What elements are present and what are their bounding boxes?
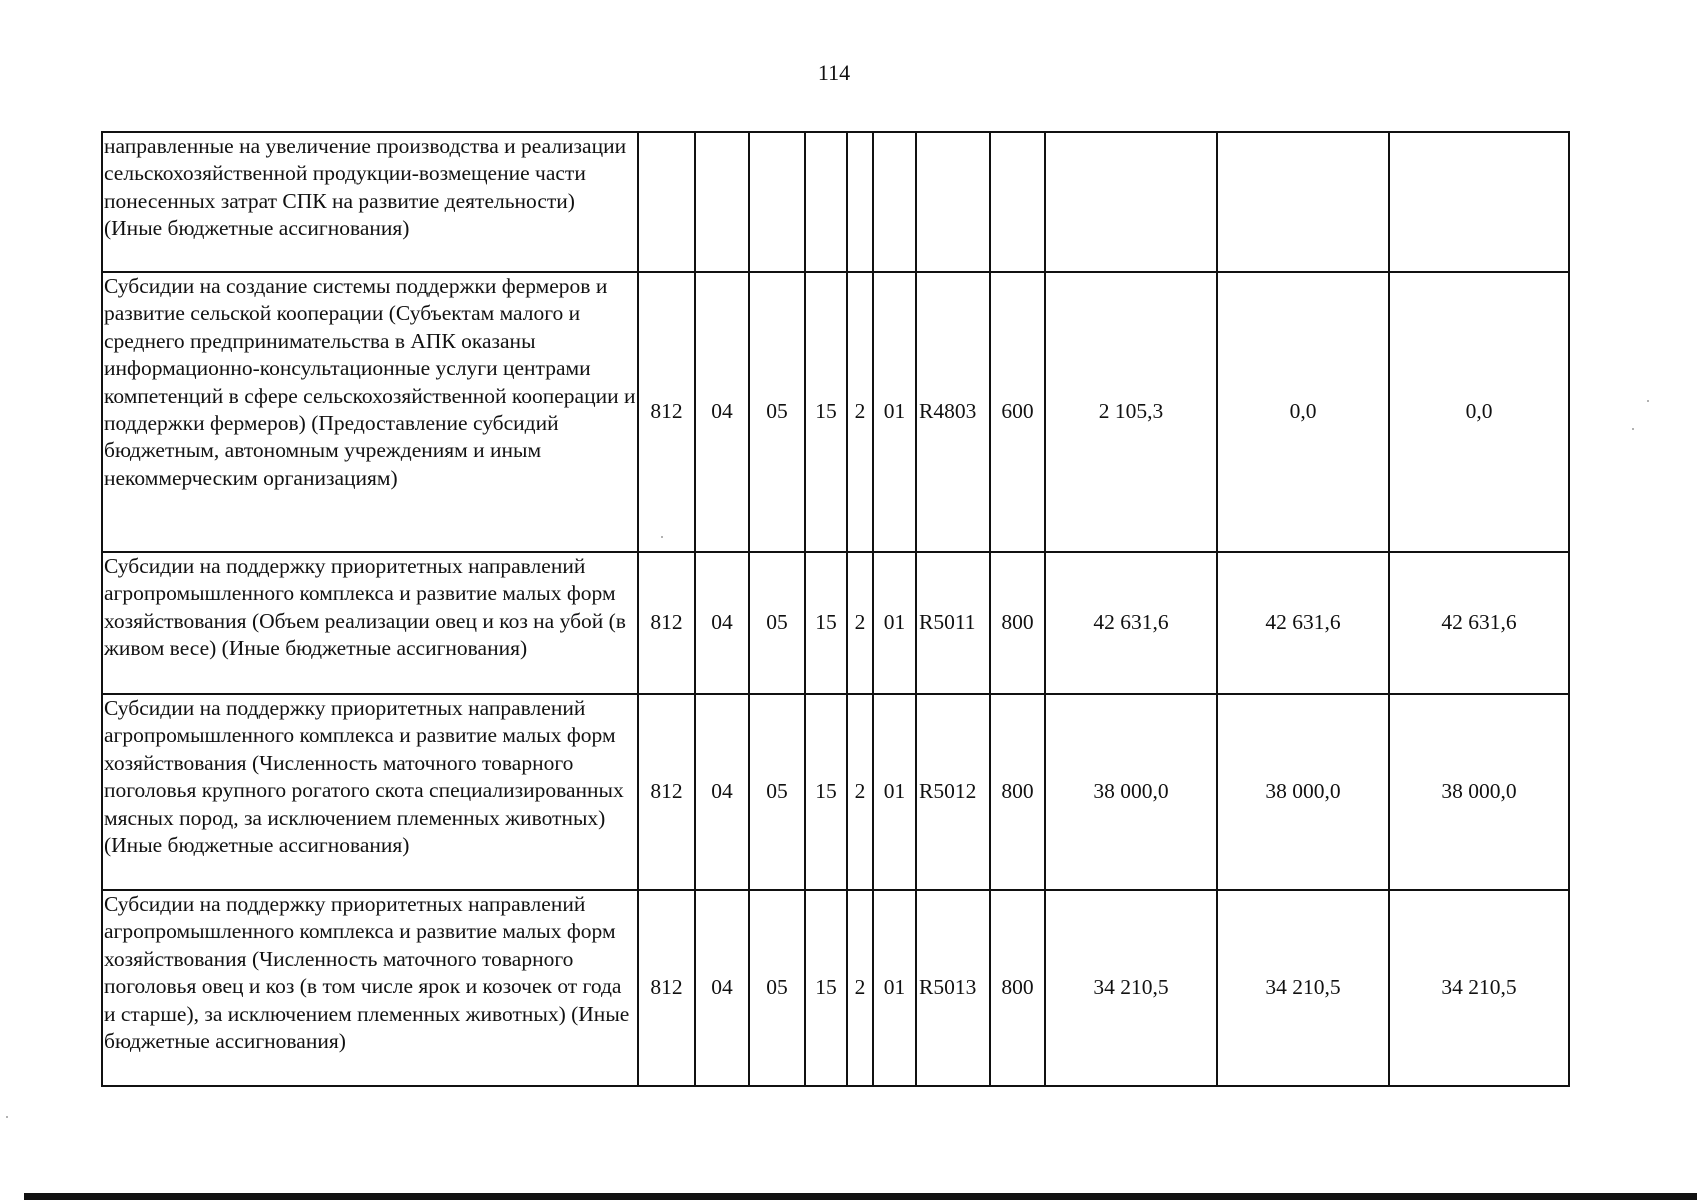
main-event-code	[873, 132, 916, 272]
section-code: 04	[695, 272, 749, 552]
subsection-code: 05	[749, 694, 805, 890]
scan-speck	[661, 536, 663, 538]
row-description: Субсидии на поддержку приоритетных направлений агропромышленного комплекса и развитие малых форм хозяйствования (Объем реализации овец и коз на убой (в живом весе) (Иные бюджетные ассигнования)	[102, 552, 638, 694]
budget-table	[101, 131, 1570, 1087]
ministry-code	[638, 132, 695, 272]
amount-year1	[1045, 132, 1217, 272]
ministry-code: 812	[638, 890, 695, 1086]
amount-year3: 38 000,0	[1389, 694, 1569, 890]
ministry-code: 812	[638, 552, 695, 694]
amount-year2: 42 631,6	[1217, 552, 1389, 694]
subprogram-code	[847, 132, 873, 272]
amount-year3: 0,0	[1389, 272, 1569, 552]
row-description: Субсидии на поддержку приоритетных направлений агропромышленного комплекса и развитие малых форм хозяйствования (Численность маточного товарного поголовья овец и коз (в том числе ярок и козочек от года и старше), за исключением племенных животных) (Иные бюджетные ассигнования)	[102, 890, 638, 1086]
amount-year3: 42 631,6	[1389, 552, 1569, 694]
subsection-code: 05	[749, 552, 805, 694]
table-row	[102, 132, 1569, 272]
row-description: Субсидии на создание системы поддержки фермеров и развитие сельской кооперации (Субъектам малого и среднего предпринимательства в АПК оказаны информационно-консультационные услуги центрами компетенций в сфере сельскохозяйственной кооперации и поддержки фермеров) (Предоставление субсидий бюджетным, автономным учреждениям и иным некоммерческим организациям)	[102, 272, 638, 552]
subsection-code: 05	[749, 890, 805, 1086]
row-description: Субсидии на поддержку приоритетных направлений агропромышленного комплекса и развитие малых форм хозяйствования (Численность маточного товарного поголовья крупного рогатого скота специализированных мясных пород, за исключением племенных животных) (Иные бюджетные ассигнования)	[102, 694, 638, 890]
section-code	[695, 132, 749, 272]
main-event-code: 01	[873, 694, 916, 890]
page-number: 114	[817, 60, 851, 85]
subprogram-code: 2	[847, 890, 873, 1086]
section-code: 04	[695, 890, 749, 1086]
target-code	[916, 132, 990, 272]
amount-year1: 34 210,5	[1045, 890, 1217, 1086]
amount-year3: 34 210,5	[1389, 890, 1569, 1086]
amount-year1: 2 105,3	[1045, 272, 1217, 552]
amount-year3	[1389, 132, 1569, 272]
table-row	[102, 694, 1569, 890]
section-code: 04	[695, 694, 749, 890]
program-code: 15	[805, 552, 847, 694]
amount-year2	[1217, 132, 1389, 272]
expense-type-code	[990, 132, 1045, 272]
program-code: 15	[805, 694, 847, 890]
target-code: R5013	[916, 890, 990, 1086]
target-code: R4803	[916, 272, 990, 552]
main-event-code: 01	[873, 272, 916, 552]
program-code	[805, 132, 847, 272]
expense-type-code: 800	[990, 552, 1045, 694]
expense-type-code: 800	[990, 694, 1045, 890]
amount-year2: 0,0	[1217, 272, 1389, 552]
program-code: 15	[805, 272, 847, 552]
subprogram-code: 2	[847, 272, 873, 552]
subsection-code: 05	[749, 272, 805, 552]
subprogram-code: 2	[847, 552, 873, 694]
amount-year2: 34 210,5	[1217, 890, 1389, 1086]
subprogram-code: 2	[847, 694, 873, 890]
expense-type-code: 800	[990, 890, 1045, 1086]
scan-speck	[1632, 428, 1634, 430]
expense-type-code: 600	[990, 272, 1045, 552]
main-event-code: 01	[873, 552, 916, 694]
scan-speck	[6, 1116, 8, 1118]
section-code: 04	[695, 552, 749, 694]
row-description: направленные на увеличение производства и реализации сельскохозяйственной продукции-возмещение части понесенных затрат СПК на развитие деятельности) (Иные бюджетные ассигнования)	[102, 132, 638, 272]
ministry-code: 812	[638, 694, 695, 890]
scan-speck	[1647, 400, 1649, 402]
amount-year1: 42 631,6	[1045, 552, 1217, 694]
ministry-code: 812	[638, 272, 695, 552]
table-row	[102, 272, 1569, 552]
target-code: R5012	[916, 694, 990, 890]
table-row	[102, 890, 1569, 1086]
scan-bottom-edge	[24, 1193, 1697, 1200]
amount-year2: 38 000,0	[1217, 694, 1389, 890]
amount-year1: 38 000,0	[1045, 694, 1217, 890]
target-code: R5011	[916, 552, 990, 694]
main-event-code: 01	[873, 890, 916, 1086]
table-row	[102, 552, 1569, 694]
program-code: 15	[805, 890, 847, 1086]
subsection-code	[749, 132, 805, 272]
